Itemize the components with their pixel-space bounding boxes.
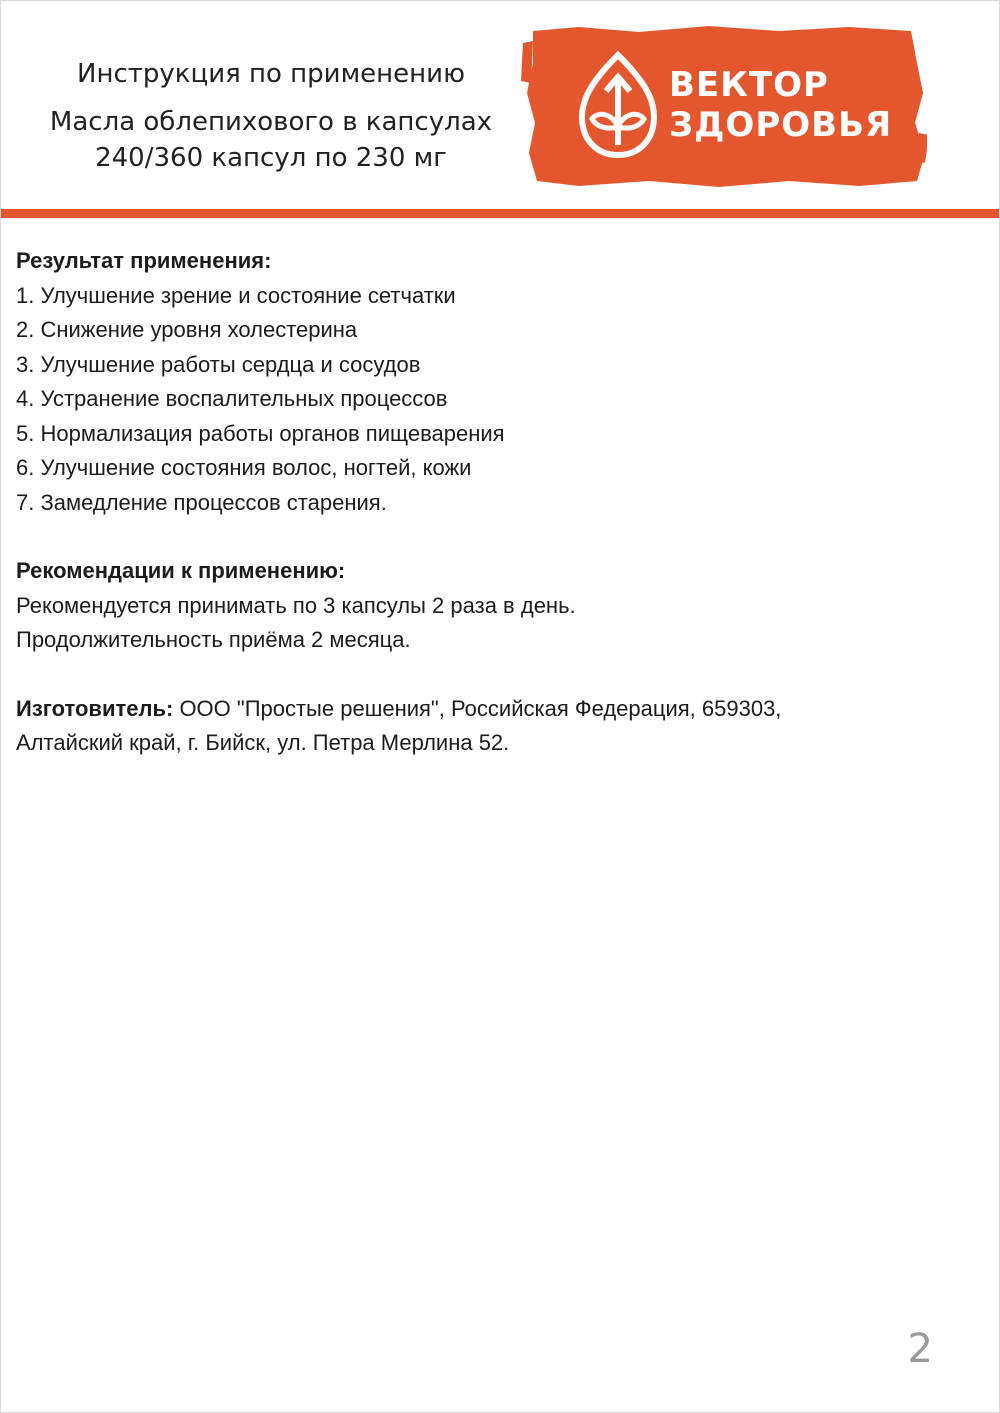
spacer (16, 658, 976, 692)
manufacturer-details: ООО "Простые решения", Российская Федерация, 659303, (173, 695, 782, 721)
results-item: 2. Снижение уровня холестерина (16, 317, 358, 342)
sprout-arrow-icon (574, 49, 662, 161)
brand-name (669, 65, 892, 145)
recommendations-heading: Рекомендации к применению: (16, 558, 346, 583)
brand-logo-banner (519, 23, 927, 191)
recommendations-line: Продолжительность приёма 2 месяца. (16, 627, 411, 652)
manufacturer-label: Изготовитель: (16, 695, 174, 721)
manufacturer-line2: Алтайский край, г. Бийск, ул. Петра Мерлина 52. (16, 730, 510, 755)
header-divider (1, 209, 999, 218)
recommendations-line: Рекомендуется принимать по 3 капсулы 2 раза в день. (16, 592, 576, 618)
results-item: 5. Нормализация работы органов пищеварения (16, 420, 505, 446)
instruction-body (16, 244, 976, 761)
page-number: 2 (907, 1326, 933, 1372)
results-item: 3. Улучшение работы сердца и сосудов (16, 351, 421, 377)
results-heading: Результат применения: (16, 248, 272, 273)
header-title-line3: 240/360 капсул по 230 мг (95, 143, 447, 173)
results-item: 1. Улучшение зрение и состояние сетчатки (16, 282, 456, 308)
header-title (31, 56, 511, 176)
header-title-line2: Масла облепихового в капсулах (49, 107, 493, 137)
results-item: 7. Замедление процессов старения. (16, 489, 387, 515)
results-item: 6. Улучшение состояния волос, ногтей, кожи (16, 455, 472, 480)
brand-name-line1: ВЕКТОР (669, 65, 829, 105)
manufacturer-line1 (16, 692, 976, 727)
spacer (16, 520, 976, 554)
brand-name-line2: ЗДОРОВЬЯ (669, 105, 893, 145)
results-item: 4. Устранение воспалительных процессов (16, 386, 448, 411)
header-title-line1: Инструкция по применению (77, 59, 465, 89)
